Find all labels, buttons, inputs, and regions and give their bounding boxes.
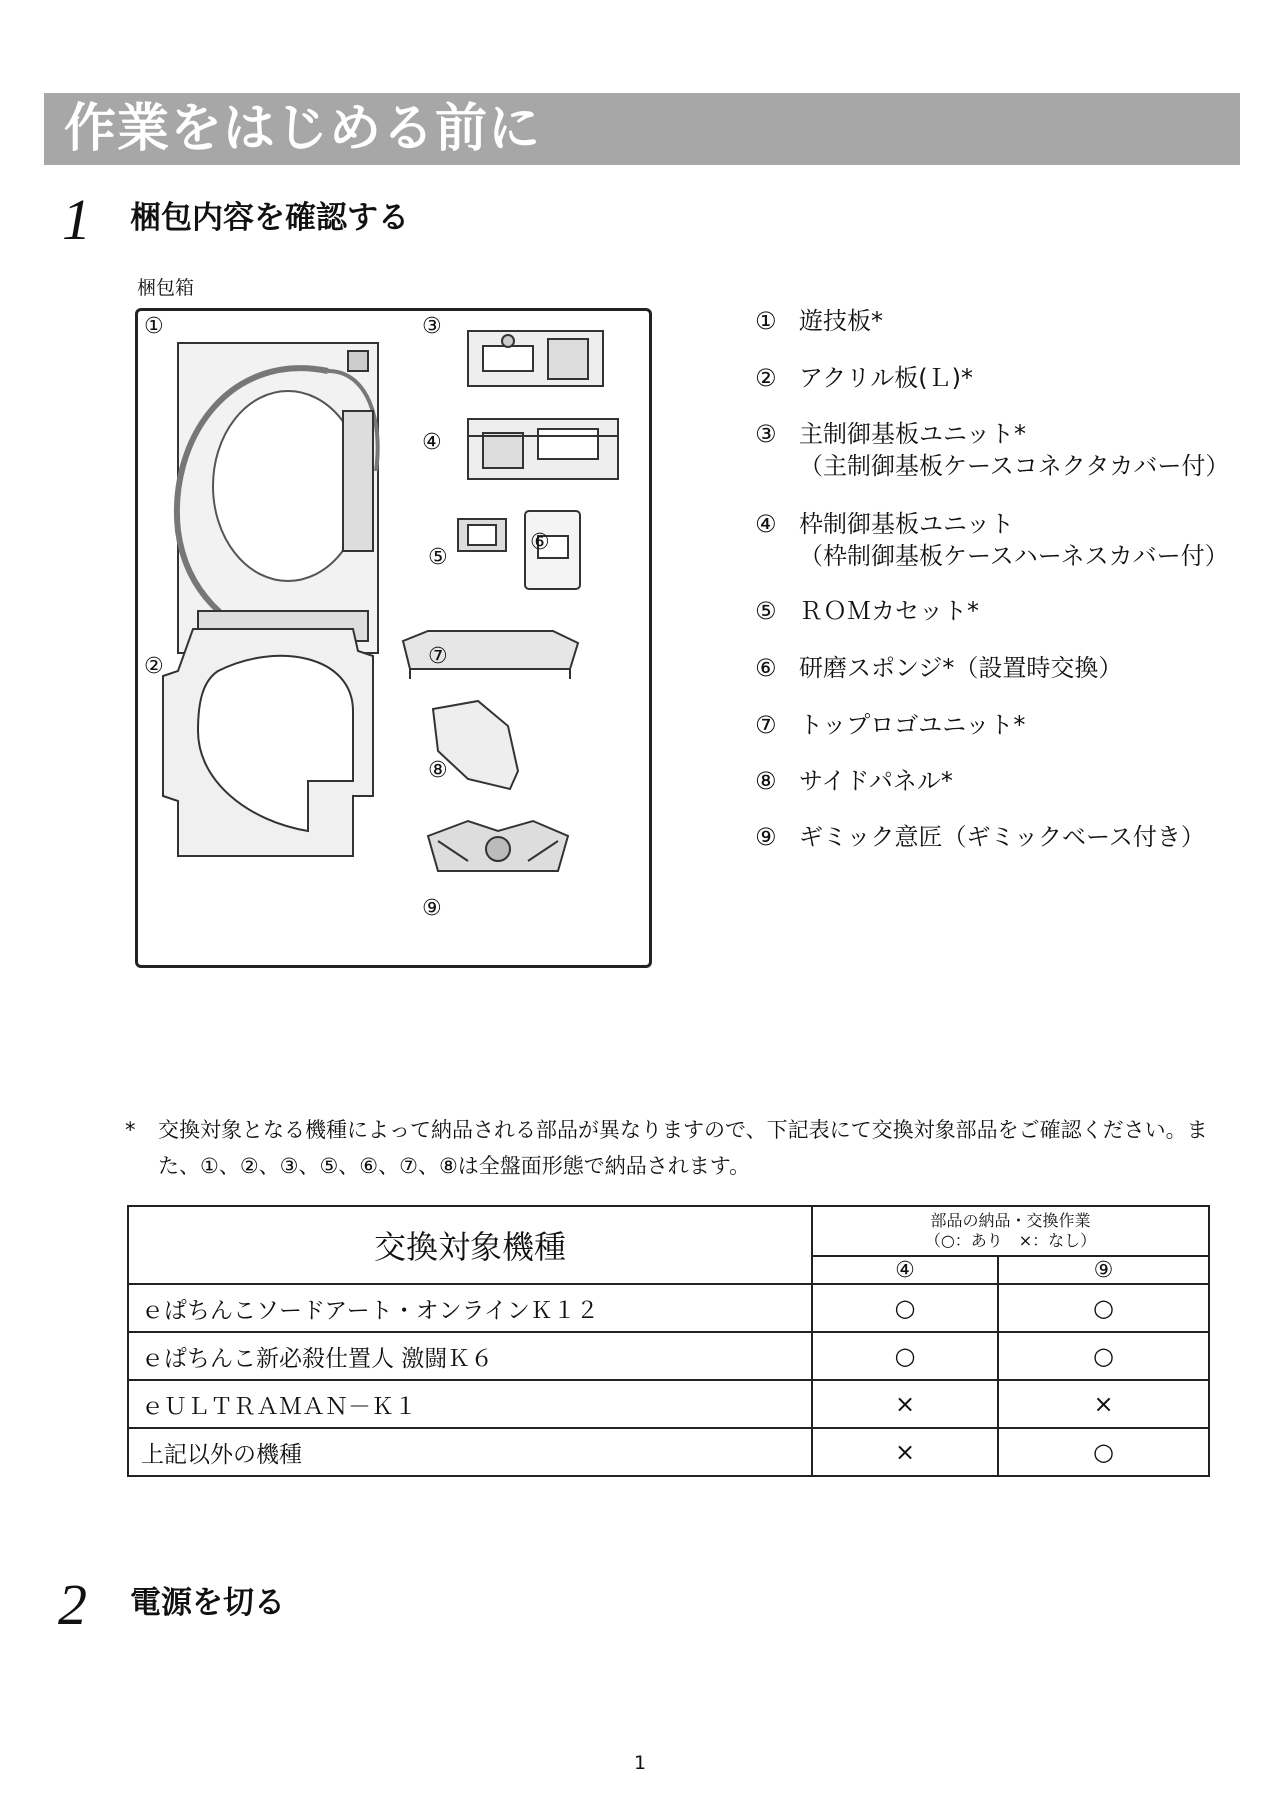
main-control-unit-illustration <box>468 331 603 386</box>
header-col-4: ④ <box>812 1256 998 1284</box>
section-1-title: 梱包内容を確認する <box>130 200 409 236</box>
part-item: ⑤ ＲＯＭカセット* <box>755 597 979 625</box>
replacement-model-table <box>127 1205 1210 1477</box>
section-2-title: 電源を切る <box>130 1585 285 1621</box>
frame-control-unit-illustration <box>468 419 618 479</box>
game-board-illustration <box>177 343 378 653</box>
mark-8: ⑧ <box>428 758 448 783</box>
page-title-bar <box>44 93 1240 165</box>
table-row: ｅぱちんこソードアート・オンラインＫ１２ ○ ○ <box>128 1284 1209 1332</box>
mark-3: ③ <box>422 314 442 339</box>
part-item: ⑨ ギミック意匠（ギミックベース付き） <box>755 823 1205 851</box>
part-item: ⑥ 研磨スポンジ*（設置時交換） <box>755 654 1123 682</box>
part-item: ④ 枠制御基板ユニット （枠制御基板ケースハーネスカバー付） <box>755 510 1229 570</box>
mark-1: ① <box>144 314 164 339</box>
mark-5: ⑤ <box>428 545 448 570</box>
table-row: ｅＵＬＴＲＡＭＡＮ－Ｋ１ × × <box>128 1380 1209 1428</box>
table-row: 上記以外の機種 × ○ <box>128 1428 1209 1476</box>
mark-7: ⑦ <box>428 644 448 669</box>
gimmick-design-illustration <box>428 821 568 871</box>
mark-4: ④ <box>422 430 442 455</box>
part-item: ③ 主制御基板ユニット* （主制御基板ケースコネクタカバー付） <box>755 420 1230 480</box>
package-contents-diagram <box>135 308 652 968</box>
part-item: ① 遊技板* <box>755 307 883 335</box>
mark-6: ⑥ <box>530 530 550 555</box>
header-parts-work: 部品の納品・交換作業 （○：あり ×：なし） <box>812 1206 1209 1256</box>
package-box-label: 梱包箱 <box>137 277 195 299</box>
package-parts-drawing <box>138 311 649 965</box>
page-title: 作業をはじめる前に <box>64 99 542 159</box>
acrylic-plate-illustration <box>163 629 373 856</box>
mark-2: ② <box>144 654 164 679</box>
page-number: 1 <box>633 1752 647 1774</box>
part-item: ⑦ トップロゴユニット* <box>755 711 1026 739</box>
part-item: ② アクリル板(Ｌ)* <box>755 364 974 392</box>
table-header-row <box>128 1206 1209 1256</box>
part-item: ⑧ サイドパネル* <box>755 767 953 795</box>
section-2-number: 2 <box>58 1572 87 1637</box>
table-row: ｅぱちんこ新必殺仕置人 激闘Ｋ６ ○ ○ <box>128 1332 1209 1380</box>
rom-cassette-illustration <box>458 519 506 551</box>
mark-9: ⑨ <box>422 896 442 921</box>
header-target-model: 交換対象機種 <box>128 1206 812 1284</box>
header-col-9: ⑨ <box>998 1256 1209 1284</box>
delivery-note: * 交換対象となる機種によって納品される部品が異なりますので、下記表にて交換対象部品をご確認ください。また、①、②、③、⑤、⑥、⑦、⑧は全盤面形態で納品されます。 <box>125 1118 1208 1178</box>
section-1-number: 1 <box>62 187 91 252</box>
